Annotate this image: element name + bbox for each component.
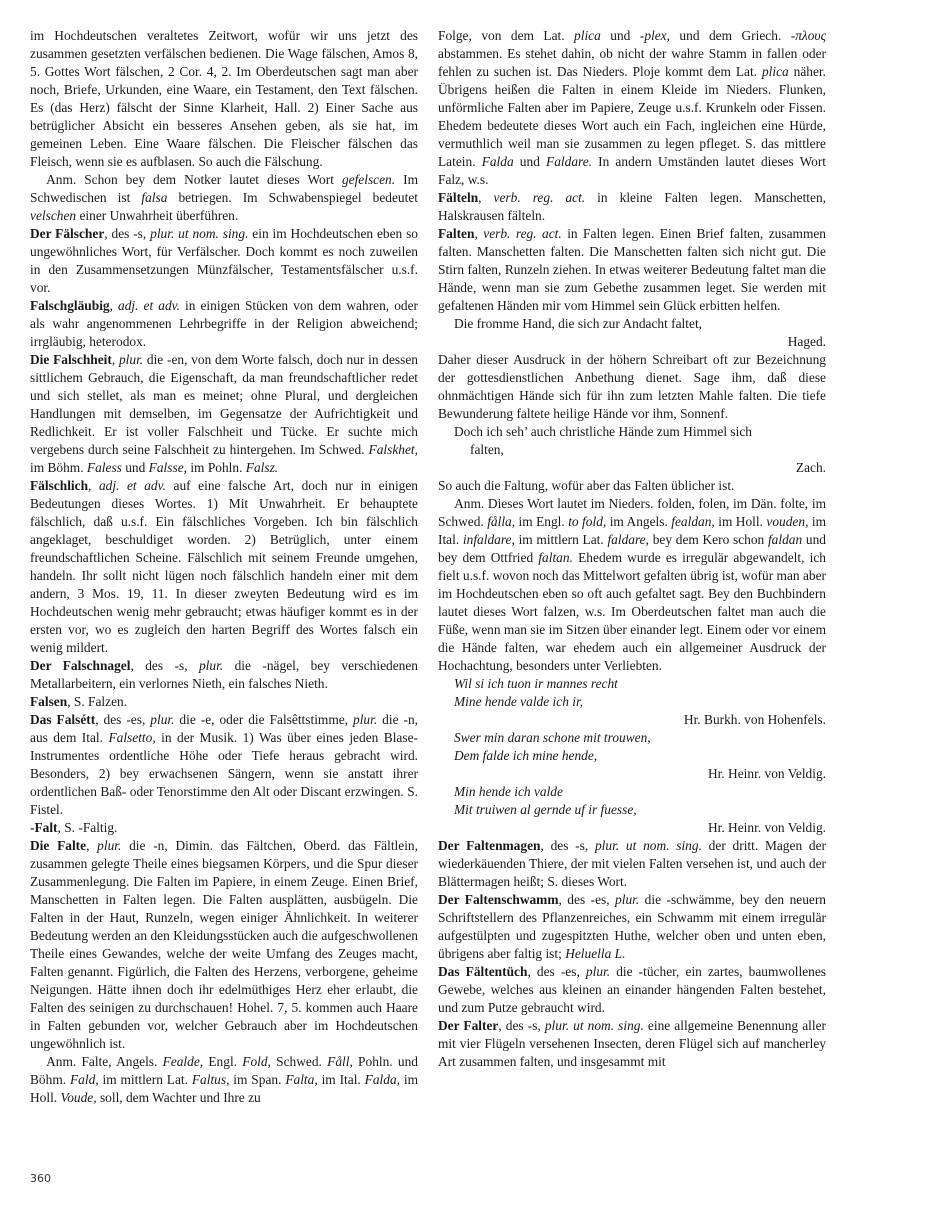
italic-term: plur. [118, 352, 144, 367]
dictionary-paragraph [30, 1053, 418, 1107]
text-run: , [109, 298, 119, 313]
text-run: eine allgemeine Benennung aller mit vier Flügeln versehenen Insecten, deren Flügel sich auf mancherley Art zusammen falten, und insgesammt mit [438, 1018, 826, 1069]
dictionary-paragraph [30, 171, 418, 225]
text-run: im mittlern Lat. [98, 1072, 192, 1087]
text-run: So auch die Faltung, wofür aber das Falten üblicher ist. [438, 478, 735, 493]
text-run: , [478, 190, 494, 205]
verse-line [438, 693, 826, 711]
italic-term: plica [574, 28, 601, 43]
text-run: und [600, 28, 640, 43]
italic-term: verb. reg. act. [483, 226, 562, 241]
dictionary-paragraph [438, 351, 826, 423]
text-run: im Engl. [515, 514, 569, 529]
italic-term: Faldare. [546, 154, 593, 169]
text-run: , des -s, [540, 838, 595, 853]
headword: Fälteln [438, 190, 479, 205]
dictionary-paragraph [30, 711, 418, 819]
text-run: Dem falde ich mine hende, [454, 748, 598, 763]
italic-term: plur. [353, 712, 378, 727]
italic-term: plur. ut nom. sing. [594, 838, 702, 853]
text-run: Anm. Dieses Wort lautet im Nieders. folden, folen, im Dän. folte, im Schwed. [438, 496, 826, 529]
text-run: im Pohln. [186, 460, 246, 475]
text-run: und bey dem Ottfried [438, 532, 826, 565]
quote-source [438, 333, 826, 351]
text-run: Swer min daran schone mit trouwen, [454, 730, 651, 745]
italic-term: plur. [585, 964, 611, 979]
headword: Der Falschnagel [30, 658, 131, 673]
right-column [438, 27, 826, 1071]
text-run: in kleine Falten legen. Manschetten, Halskrausen fälteln. [438, 190, 826, 223]
text-run: im Holl. [714, 514, 767, 529]
text-run: und [121, 460, 149, 475]
text-run: im Ital. [317, 1072, 365, 1087]
text-run: im Angels. [606, 514, 672, 529]
italic-term: gefelscen. [341, 172, 396, 187]
text-run: im mittlern Lat. [514, 532, 608, 547]
italic-term: plur. [97, 838, 122, 853]
italic-term: fealdan, [671, 514, 715, 529]
text-run: , des -s, [130, 658, 199, 673]
headword: Der Falter [438, 1018, 499, 1033]
verse-line [438, 729, 826, 747]
dictionary-paragraph [30, 657, 418, 693]
dictionary-paragraph [438, 27, 826, 189]
headword: Das Fältentüch [438, 964, 528, 979]
text-run: Schwed. [270, 1054, 328, 1069]
text-run: die -n, Dimin. das Fältchen, Oberd. das Fältlein, zusammen gelegte Theile eines biegsamen Körpers, und die Spur dieser Zusammenlegung. Die Falten im Papiere, in einem Zeuge. Einen Brief, Manschetten in Falten legen. Die Falten ausplätten, ausbügeln. Die Falten in der Haut, Runzeln, wegen einiger Ähnlichkeit. In weiterer Bedeutung werden an den Kleidungsstücken auch die aufgeschwollenen Theile eines Gewandes, welche der weite Umfang des Zeuges macht, Falten genannt. Figürlich, die Falten des Herzens, verborgene, geheime Neigungen. Hätte ihnen doch ihr edelmüthiges Herz eher erlaubt, die Falten des seinigen zu durchschauen! Hohel. 7, 5. kommen auch Haare in Falten gebunden vor, welcher Gebrauch aber im Hochdeutschen ungewöhnlich ist. [30, 838, 418, 1051]
italic-term: Falda, [364, 1072, 400, 1087]
verse-line [438, 801, 826, 819]
text-run: einer Unwahrheit überführen. [76, 208, 239, 223]
headword: -Falt [30, 820, 58, 835]
text-run: , [474, 226, 484, 241]
italic-term: velschen [30, 208, 77, 223]
text-run: Die fromme Hand, die sich zur Andacht faltet, [454, 316, 703, 331]
text-run: ein im Hochdeutschen eben so ungewöhnliches Wort, für Verfälscher. Doch kommt es noch zuweilen in den Zusammensetzungen Münzfälscher, Testamentsfälscher u.s.f. vor. [30, 226, 419, 295]
italic-term: plica [761, 64, 789, 79]
text-run: in einigen Stücken von dem wahren, oder als wahr angenommenen Lehrbegriffe in der Religion abweichend; irrgläubig, heterodox. [30, 298, 418, 349]
text-run: Wil si ich tuon ir mannes recht [454, 676, 618, 691]
text-run: die -nägel, bey verschiedenen Metallarbeitern, ein verlornes Nieth, ein falsches Nieth. [30, 658, 418, 691]
dictionary-paragraph [30, 477, 418, 657]
text-run: Mine hende valde ich ir, [454, 694, 584, 709]
text-run: Folge, von dem Lat. [438, 28, 575, 43]
text-run: die -n, aus dem Ital. [30, 712, 418, 745]
text-run: Anm. Falte, Angels. [46, 1054, 163, 1069]
italic-term: plur. [198, 658, 224, 673]
text-run: die -en, von dem Worte falsch, doch nur in dessen sittlichem Gebrauch, die Eigenschaft, da man freundschaftlicher redet und sich stellet, als man es meinet; ohne Plural, und dergleichen Handlungen mit demselben, im Gegensatze der Aufrichtigkeit und Redlichkeit. Er ist voller Falschheit und Tücke. Er suchte mich vergebens durch seine Falschheit zu hintergehen. Im Schwed. [30, 352, 418, 457]
headword: Der Faltenmagen [438, 838, 541, 853]
text-run: , des -es, [527, 964, 586, 979]
italic-term: adj. et adv. [118, 298, 180, 313]
text-run: die -schwämme, bey den neuern Schriftstellern des Pflanzenreiches, ein Schwamm mit einem irregulär aufgestülpten und zugespitzten Huthe, welcher oben und unten eben, übrigens aber faltig ist; [438, 892, 826, 961]
dictionary-paragraph [30, 819, 418, 837]
quote-source [438, 765, 826, 783]
text-run: und [513, 154, 547, 169]
italic-term: -πλους [790, 28, 827, 43]
dictionary-paragraph [30, 351, 418, 477]
text-run: der dritt. Magen der wiederkäuenden Thiere, der mit vielen Falten versehen ist, und auch der Blättermagen heißt; S. dieses Wort. [438, 838, 826, 889]
dictionary-paragraph [30, 225, 418, 297]
text-run: Min hende ich valde [454, 784, 563, 799]
verse-line [438, 315, 826, 333]
dictionary-paragraph [438, 963, 826, 1017]
text-run: soll, dem Wachter und Ihre zu [96, 1090, 261, 1105]
text-run: die -e, oder die Falsêttstimme, [174, 712, 354, 727]
dictionary-paragraph [438, 891, 826, 963]
italic-term: falsa [141, 190, 168, 205]
italic-term: adj. et adv. [98, 478, 166, 493]
quote-source [438, 459, 826, 477]
text-run: und dem Griech. [669, 28, 791, 43]
dictionary-paragraph [30, 27, 418, 171]
italic-term: Falsse, [148, 460, 187, 475]
italic-term: Fealde, [162, 1054, 204, 1069]
italic-term: vouden, [766, 514, 809, 529]
dictionary-paragraph [30, 837, 418, 1053]
text-run: die -tücher, ein zartes, baumwollenes Gewebe, welches aus kleinen an einander hängenden Falten bestehet, und zum Putze gebraucht wird. [438, 964, 827, 1015]
verse-line [438, 747, 826, 765]
text-run: , des -s, [104, 226, 151, 241]
italic-term: Falsz. [245, 460, 279, 475]
text-run: Hr. Burkh. von Hohenfels. [683, 712, 826, 727]
headword: Falten [438, 226, 475, 241]
text-run: in Falten legen. Einen Brief falten, zusammen falten. Manschetten falten. Die Manschetten falten sich nicht gut. Die Stirn falten, Runzeln ziehen. In etwas weiterer Bedeutung faltet man die Hände, wenn man sie zum Gebethe zusammen leget. Sie werden mit gefaltenen Händen mir vom Himmel sein Glück erbitten helfen. [438, 226, 826, 313]
italic-term: Heluella L. [565, 946, 626, 961]
text-run: Engl. [203, 1054, 243, 1069]
text-run: Daher dieser Ausdruck in der höhern Schreibart oft zur Bezeichnung der gottesdienstlichen Anbethung dienet. Sage ihm, daß diese ohnmächtigen Hände sich für ihn zum letzten Mahle falten. Die tiefe Bewunderung faltete heilige Hände vor ihm, Sonnenf. [438, 352, 826, 421]
headword: Falschgläubig [30, 298, 110, 313]
italic-term: -plex, [639, 28, 670, 43]
text-run: Im Schwedischen ist [30, 172, 418, 205]
headword: Der Faltenschwamm [438, 892, 559, 907]
italic-term: Falskhet, [368, 442, 418, 457]
quote-source [438, 819, 826, 837]
italic-term: Fold, [242, 1054, 271, 1069]
headword: Der Fälscher [30, 226, 105, 241]
dictionary-paragraph [30, 693, 418, 711]
text-run: in der Musik. 1) Was über eines jeden Blase-Instrumentes ordentliche Höhe oder Tiefe heraus gebracht wird. Besonders, 2) bey erwachsenen Sängern, wenn sie anstatt ihrer ordentlichen Baß- oder Tenorstimme den Alt oder Discant erzwingen. S. Fistel. [30, 730, 418, 817]
dictionary-paragraph [30, 297, 418, 351]
text-run: Anm. Schon bey dem Notker lautet dieses Wort [46, 172, 342, 187]
italic-term: Faltus, [191, 1072, 230, 1087]
headword: Das Falsétt [30, 712, 96, 727]
italic-term: plur. [615, 892, 640, 907]
italic-term: Falsetto, [108, 730, 156, 745]
italic-term: fålla, [487, 514, 516, 529]
text-run: Haged. [787, 334, 826, 349]
dictionary-paragraph [438, 1017, 826, 1071]
italic-term: faltan. [538, 550, 573, 565]
text-run: , S. -Faltig. [57, 820, 118, 835]
text-run: falten, [470, 442, 504, 457]
text-run: im Böhm. [30, 460, 87, 475]
headword: Die Falte [30, 838, 87, 853]
text-run: bey dem Kero schon [648, 532, 768, 547]
italic-term: Faless [86, 460, 122, 475]
text-run: Hr. Heinr. von Veldig. [707, 766, 826, 781]
italic-term: plur. ut nom. sing. [544, 1018, 644, 1033]
italic-term: Falda [481, 154, 514, 169]
text-run: Ehedem wurde es irregulär abgewandelt, ich fielt u.s.f. wovon noch das Mittelwort gefalten übrig ist, wofür man aber im Hochdeutschen eben so oft auch gefaltet sagt. Bey den Buchbindern lautet dieses Wort falzen, w.s. Im Oberdeutschen faltet man auch die Füße, wenn man sie im Sitzen über einander legt. Einem oder vor einem die Hände falten, war ehedem auch ein allgemeiner Ausdruck der Hochachtung, besonders unter Verliebten. [438, 550, 826, 673]
headword: Die Falschheit [30, 352, 112, 367]
text-run: , [86, 838, 98, 853]
italic-term: verb. reg. act. [493, 190, 586, 205]
text-run: , des -s, [498, 1018, 545, 1033]
text-run: Doch ich seh’ auch christliche Hände zum Himmel sich [454, 424, 752, 439]
left-column [30, 27, 418, 1107]
text-run: im Ital. [438, 514, 827, 547]
text-run: Pohln. und Böhm. [30, 1054, 418, 1087]
dictionary-paragraph [438, 189, 826, 225]
verse-line [438, 441, 826, 459]
text-run: abstammen. Es stehet dahin, ob nicht der wahre Stamm in fallen oder fehlen zu suchen ist. Das Nieders. Ploje kommt dem Lat. [438, 46, 826, 79]
dictionary-paragraph [438, 495, 826, 675]
dictionary-paragraph [438, 477, 826, 495]
dictionary-paragraph [438, 837, 826, 891]
headword: Falsen [30, 694, 68, 709]
text-run: , [111, 352, 119, 367]
verse-line [438, 675, 826, 693]
italic-term: Fald, [69, 1072, 99, 1087]
italic-term: faldan [767, 532, 803, 547]
text-run: im Holl. [30, 1072, 419, 1105]
italic-term: Falta, [285, 1072, 318, 1087]
italic-term: infaldare, [462, 532, 515, 547]
headword: Fälschlich [30, 478, 89, 493]
text-run: Hr. Heinr. von Veldig. [707, 820, 826, 835]
text-run: , S. Falzen. [67, 694, 128, 709]
text-run: im Span. [229, 1072, 286, 1087]
italic-term: Fåll, [327, 1054, 353, 1069]
text-run: Zach. [795, 460, 826, 475]
italic-term: Voude, [60, 1090, 97, 1105]
verse-line [438, 783, 826, 801]
quote-source [438, 711, 826, 729]
text-run: auf eine falsche Art, doch nur in einigen Bedeutungen dieses Wortes. 1) Mit Unwahrheit. Er behauptete fälschlich, daß u.s.f. Ein fälschliches Vorgeben. Ich bin fälschlich angeklaget, beschuldiget worden. 2) Betrüglich, unter einem freundschaftlichen Scheine. Fälschlich mit seinem Freunde umgehen, handeln. Ihr sollt nicht lügen noch fälschlich handeln einer mit dem andern, 3 Mos. 19, 11. In dieser zweyten Bedeutung wird es im Hochdeutschen wenig mehr gebraucht; etwas häufiger kommt es in der ersten vor, wo es zugleich den harten Begriff des Wortes falsch ein wenig mildert. [30, 478, 418, 655]
text-run: , des -es, [95, 712, 151, 727]
page-number: 360 [30, 1172, 51, 1185]
dictionary-paragraph [438, 225, 826, 315]
text-run: Mit truiwen al gernde uf ir fuesse, [454, 802, 637, 817]
italic-term: plur. [150, 712, 175, 727]
verse-line [438, 423, 826, 441]
text-run: im Hochdeutschen veraltetes Zeitwort, wofür wir uns jetzt des zusammen gesetzten verfälschen bedienen. Die Wage fälschen, Amos 8, 5. Gottes Wort fälschen, 2 Cor. 4, 2. Im Oberdeutschen sagt man aber noch, Briefe, Urkunden, eine Waare, ein Testament, den Text fälschen. Es (das Herz) fälscht der Sinne Klarheit, Hall. 2) Einer Sache aus betrüglicher Absicht ein besseres Ansehen geben, als sie hat, im gemeinen Leben. Eine Waare fälschen. Die Fleischer fälschen das Fleisch, wenn sie es aufblasen. So auch die Fälschung. [30, 28, 418, 169]
italic-term: faldare, [607, 532, 649, 547]
italic-term: plur. ut nom. sing. [150, 226, 249, 241]
text-run: , des -es, [558, 892, 616, 907]
text-run: , [88, 478, 99, 493]
text-run: näher. Übrigens heißen die Falten in einem Kleide im Nieders. Flunken, unförmliche Falten aber im Papiere, Zeuge u.s.f. Krunkeln oder Fissen. Ehedem bedeutete dieses Wort auch ein Fach, ingleichen eine Hürde, vermuthlich weil man sie zusammen zu legen pfleget. S. das mittlere Latein. [438, 64, 826, 169]
text-run: betriegen. Im Schwabenspiegel bedeutet [167, 190, 419, 205]
italic-term: to fold, [568, 514, 607, 529]
text-run: In andern Umständen lautet dieses Wort Falz, w.s. [438, 154, 827, 187]
